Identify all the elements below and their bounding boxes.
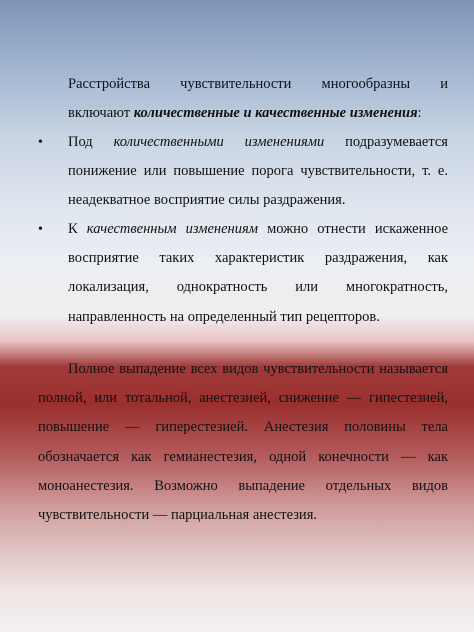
anesthesia-paragraph: Полное выпадение всех видов чувствительности называется полной, или тотальной, анестезией, снижение — гипестезией, повышение — гиперестезией. Анестезия половины тела обозначается как гемианестезия, одной конечности — как моноанестезия. Возможно выпадение отдельных видов чувствительности — парциальная анестезия. bbox=[38, 361, 448, 524]
intro-line-2-suffix: : bbox=[417, 105, 422, 121]
bullet-1-emphasis: количественными изменениями bbox=[113, 134, 325, 150]
bullet-2-text bbox=[68, 215, 448, 332]
bullet-2-body: можно отнести искаженное восприятие таких характеристик раздражения, как локализация, однократность или многократность, направленность на определенный тип рецепторов. bbox=[68, 221, 449, 325]
intro-line-1 bbox=[68, 70, 448, 99]
bullet-2-marker: • bbox=[38, 222, 43, 237]
bullet-1-text bbox=[68, 128, 448, 216]
intro-line-1-text: Расстройства чувствительности многообразны и bbox=[68, 76, 448, 92]
bullet-1-body: подразумевается понижение или повышение порога чувствительности, т. е. неадекватное восприятие силы раздражения. bbox=[68, 134, 448, 209]
bullet-2-prefix: К bbox=[68, 221, 87, 237]
intro-line-2-prefix: включают bbox=[68, 105, 134, 121]
bullet-2-emphasis: качественным изменениям bbox=[86, 221, 258, 237]
bullet-1-prefix: Под bbox=[68, 134, 114, 150]
intro-emphasis: количественные и качественные изменения bbox=[133, 105, 418, 121]
bullet-1-marker: • bbox=[38, 135, 43, 150]
intro-line-2 bbox=[68, 99, 448, 128]
